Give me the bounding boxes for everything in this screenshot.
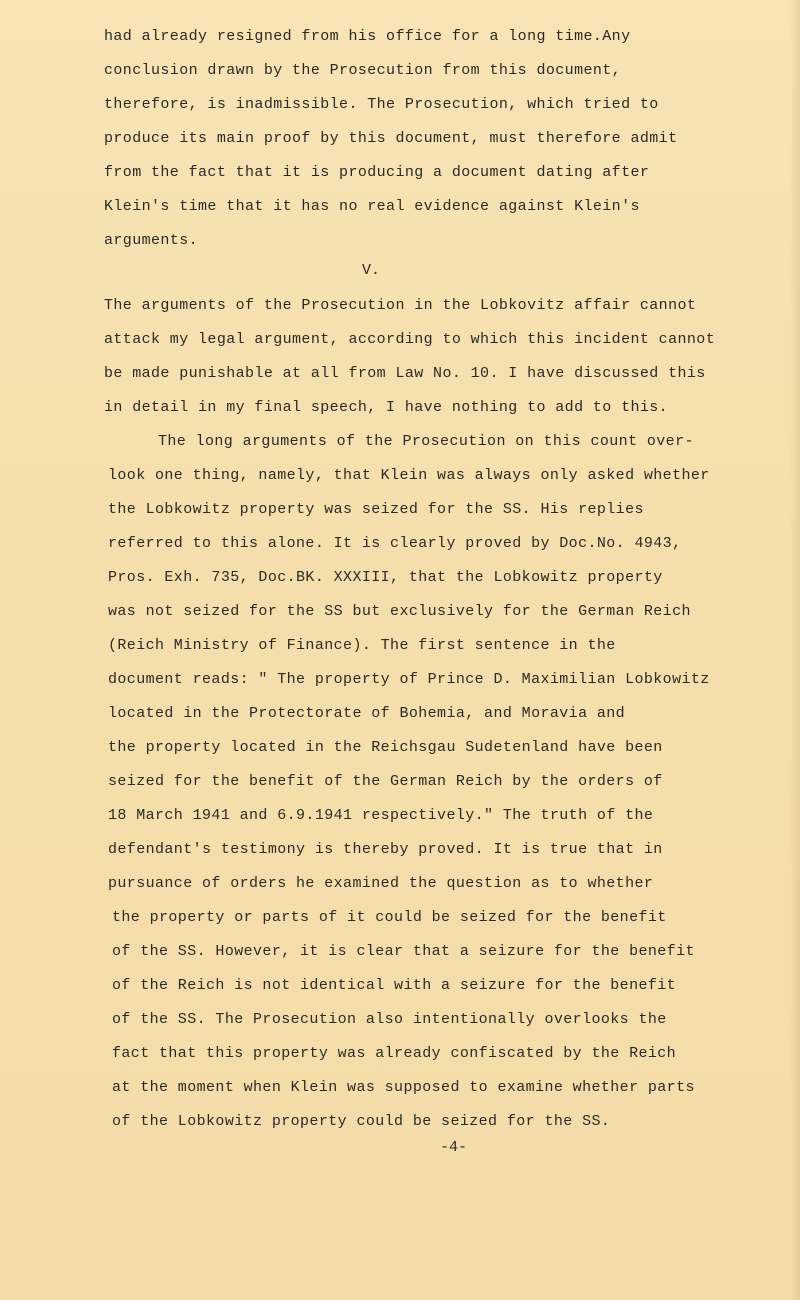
text-line: in detail in my final speech, I have nothing to add to this. <box>104 399 669 416</box>
text-line: document reads: " The property of Prince D. Maximilian Lobkowitz <box>108 671 710 688</box>
text-line: arguments. <box>104 232 199 249</box>
text-line: was not seized for the SS but exclusively for the German Reich <box>108 603 691 620</box>
text-line: look one thing, namely, that Klein was always only asked whether <box>108 467 710 484</box>
text-line: Klein's time that it has no real evidence against Klein's <box>104 198 640 215</box>
text-line: located in the Protectorate of Bohemia, and Moravia and <box>108 705 626 722</box>
text-line: seized for the benefit of the German Reich by the orders of <box>108 773 663 790</box>
text-line: (Reich Ministry of Finance). The first sentence in the <box>108 637 616 654</box>
text-line: conclusion drawn by the Prosecution from this document, <box>104 62 622 79</box>
text-line: defendant's testimony is thereby proved. It is true that in <box>108 841 663 858</box>
page-number: -4- <box>440 1139 468 1156</box>
text-line: attack my legal argument, according to which this incident cannot <box>104 331 716 348</box>
text-line: referred to this alone. It is clearly proved by Doc.No. 4943, <box>108 535 682 552</box>
text-line: the property located in the Reichsgau Sudetenland have been <box>108 739 663 756</box>
text-line: at the moment when Klein was supposed to examine whether parts <box>112 1079 695 1096</box>
text-line: therefore, is inadmissible. The Prosecution, which tried to <box>104 96 659 113</box>
text-line: of the Lobkowitz property could be seized for the SS. <box>112 1113 611 1130</box>
text-line: The long arguments of the Prosecution on this count over- <box>158 433 694 450</box>
text-line: from the fact that it is producing a document dating after <box>104 164 650 181</box>
text-line: be made punishable at all from Law No. 10. I have discussed this <box>104 365 706 382</box>
text-line: of the Reich is not identical with a seizure for the benefit <box>112 977 677 994</box>
text-line: of the SS. However, it is clear that a seizure for the benefit <box>112 943 695 960</box>
text-line: produce its main proof by this document, must therefore admit <box>104 130 678 147</box>
text-line: 18 March 1941 and 6.9.1941 respectively." The truth of the <box>108 807 654 824</box>
text-line: The arguments of the Prosecution in the Lobkovitz affair cannot <box>104 297 697 314</box>
text-line: the property or parts of it could be seized for the benefit <box>112 909 667 926</box>
text-line: pursuance of orders he examined the question as to whether <box>108 875 654 892</box>
text-line: of the SS. The Prosecution also intentionally overlooks the <box>112 1011 667 1028</box>
text-line: had already resigned from his office for a long time.Any <box>104 28 631 45</box>
text-line: the Lobkowitz property was seized for the SS. His replies <box>108 501 644 518</box>
text-line: fact that this property was already confiscated by the Reich <box>112 1045 677 1062</box>
section-number: V. <box>362 262 381 279</box>
page-edge-shadow <box>790 0 800 1300</box>
text-line: Pros. Exh. 735, Doc.BK. XXXIII, that the Lobkowitz property <box>108 569 663 586</box>
